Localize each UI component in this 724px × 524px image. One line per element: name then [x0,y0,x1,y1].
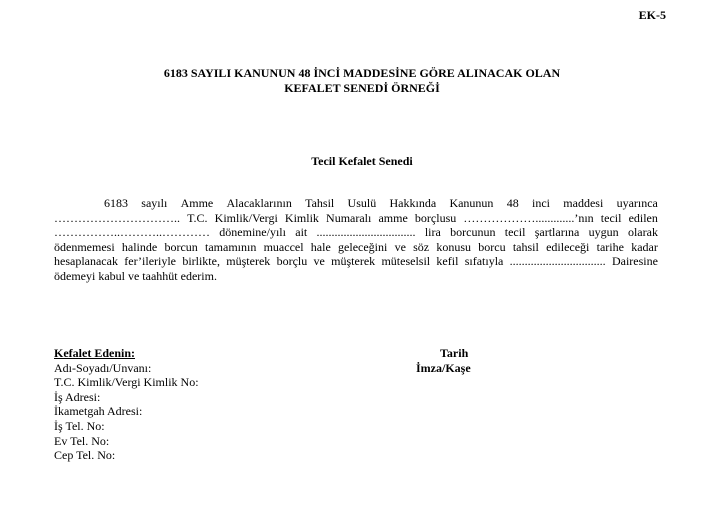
body-word: Usulü [347,196,377,210]
body-word: ait [295,225,308,240]
body-line-1 [54,196,658,211]
body-word: hale [310,239,331,254]
body-word: tecil [504,225,526,240]
body-word: ................................. [316,225,416,240]
body-word: Kimlik/Vergi [214,210,278,225]
annex-label: EK-5 [638,8,666,22]
body-word: uyarınca [616,196,658,210]
body-word: Amme [180,196,214,210]
body-word: Kanunun [449,196,494,210]
body-line-3 [54,225,658,240]
body-word: borcu [478,239,506,254]
body-word: muaccel [263,239,304,254]
body-word: maddesi [563,196,604,210]
body-word: T.C. [187,210,208,225]
body-word: söz [413,239,430,254]
body-word: borçlusu [414,210,457,225]
body-line-5 [54,254,658,269]
date-label: Tarih [440,346,469,360]
body-word: lira [424,225,441,240]
guarantor-section [54,346,199,463]
body-word: edileceği [546,239,590,254]
body-line-6: ödemeyi kabul ve taahhüt ederim. [54,268,217,283]
guarantor-heading: Kefalet Edenin: [54,346,135,360]
body-word: Kimlik [284,210,319,225]
body-word: tamamının [205,239,257,254]
body-word: halinde [121,239,158,254]
body-word: uygun [588,225,619,240]
guarantor-field-home-phone: Ev Tel. No: [54,433,110,448]
body-word: hesaplanacak [54,254,118,269]
body-word: Tahsil [305,196,335,210]
document-title-line-1: 6183 SAYILI KANUNUN 48 İNCİ MADDESİNE GÖRE ALINACAK OLAN [163,66,561,80]
body-word: 6183 [104,196,128,210]
body-word: Numaralı [326,210,372,225]
body-word: Alacaklarının [226,196,292,210]
guarantor-field-name: Adı-Soyadı/Unvanı: [54,360,152,375]
body-word: şartlarına [534,225,580,240]
body-word: 48 [506,196,519,210]
body-word: borcun [164,239,198,254]
body-word: kadar [631,239,658,254]
guarantor-field-mobile-phone: Cep Tel. No: [54,448,116,463]
body-word: borcunun [450,225,496,240]
body-word: ……………….............’nın [463,210,594,225]
signature-section [416,346,471,375]
body-word: ................................ [509,254,606,269]
body-word: ve [394,239,406,254]
body-word: ödenmemesi [54,239,115,254]
body-word: ……………..………..………… [54,225,210,240]
body-paragraph [54,196,658,284]
body-word: borçlu [276,254,308,269]
body-word: amme [378,210,408,225]
body-word: tahsil [512,239,539,254]
body-word: sayılı [141,196,168,210]
body-word: ………………………….. [54,210,180,225]
body-word: müşterek [226,254,271,269]
body-word: konusu [436,239,472,254]
guarantor-field-work-phone: İş Tel. No: [54,418,105,433]
body-word: ve [313,254,325,269]
body-word: kefil [436,254,459,269]
body-line-2 [54,211,658,226]
body-word: geleceğini [338,239,388,254]
body-word: edilen [628,210,658,225]
body-word: sıfatıyla [464,254,504,269]
body-word: inci [532,196,550,210]
body-word: birlikte, [182,254,220,269]
body-word: müşterek [331,254,376,269]
guarantor-field-tax-id: T.C. Kimlik/Vergi Kimlik No: [54,375,199,390]
body-word: Dairesine [611,254,658,269]
body-word: dönemine/yılı [219,225,286,240]
body-word: olarak [627,225,658,240]
document-title-line-2: KEFALET SENEDİ ÖRNEĞİ [284,81,440,95]
body-word: tecil [600,210,622,225]
guarantor-field-work-address: İş Adresi: [54,389,101,404]
document-title [0,66,724,96]
signature-stamp-label: İmza/Kaşe [416,360,471,375]
body-word: Hakkında [389,196,437,210]
document-subtitle: Tecil Kefalet Senedi [311,154,413,168]
body-word: tarihe [596,239,624,254]
body-word: fer’ileriyle [124,254,177,269]
body-line-4 [54,240,658,255]
guarantor-field-home-address: İkametgah Adresi: [54,404,143,419]
body-word: müteselsil [381,254,431,269]
